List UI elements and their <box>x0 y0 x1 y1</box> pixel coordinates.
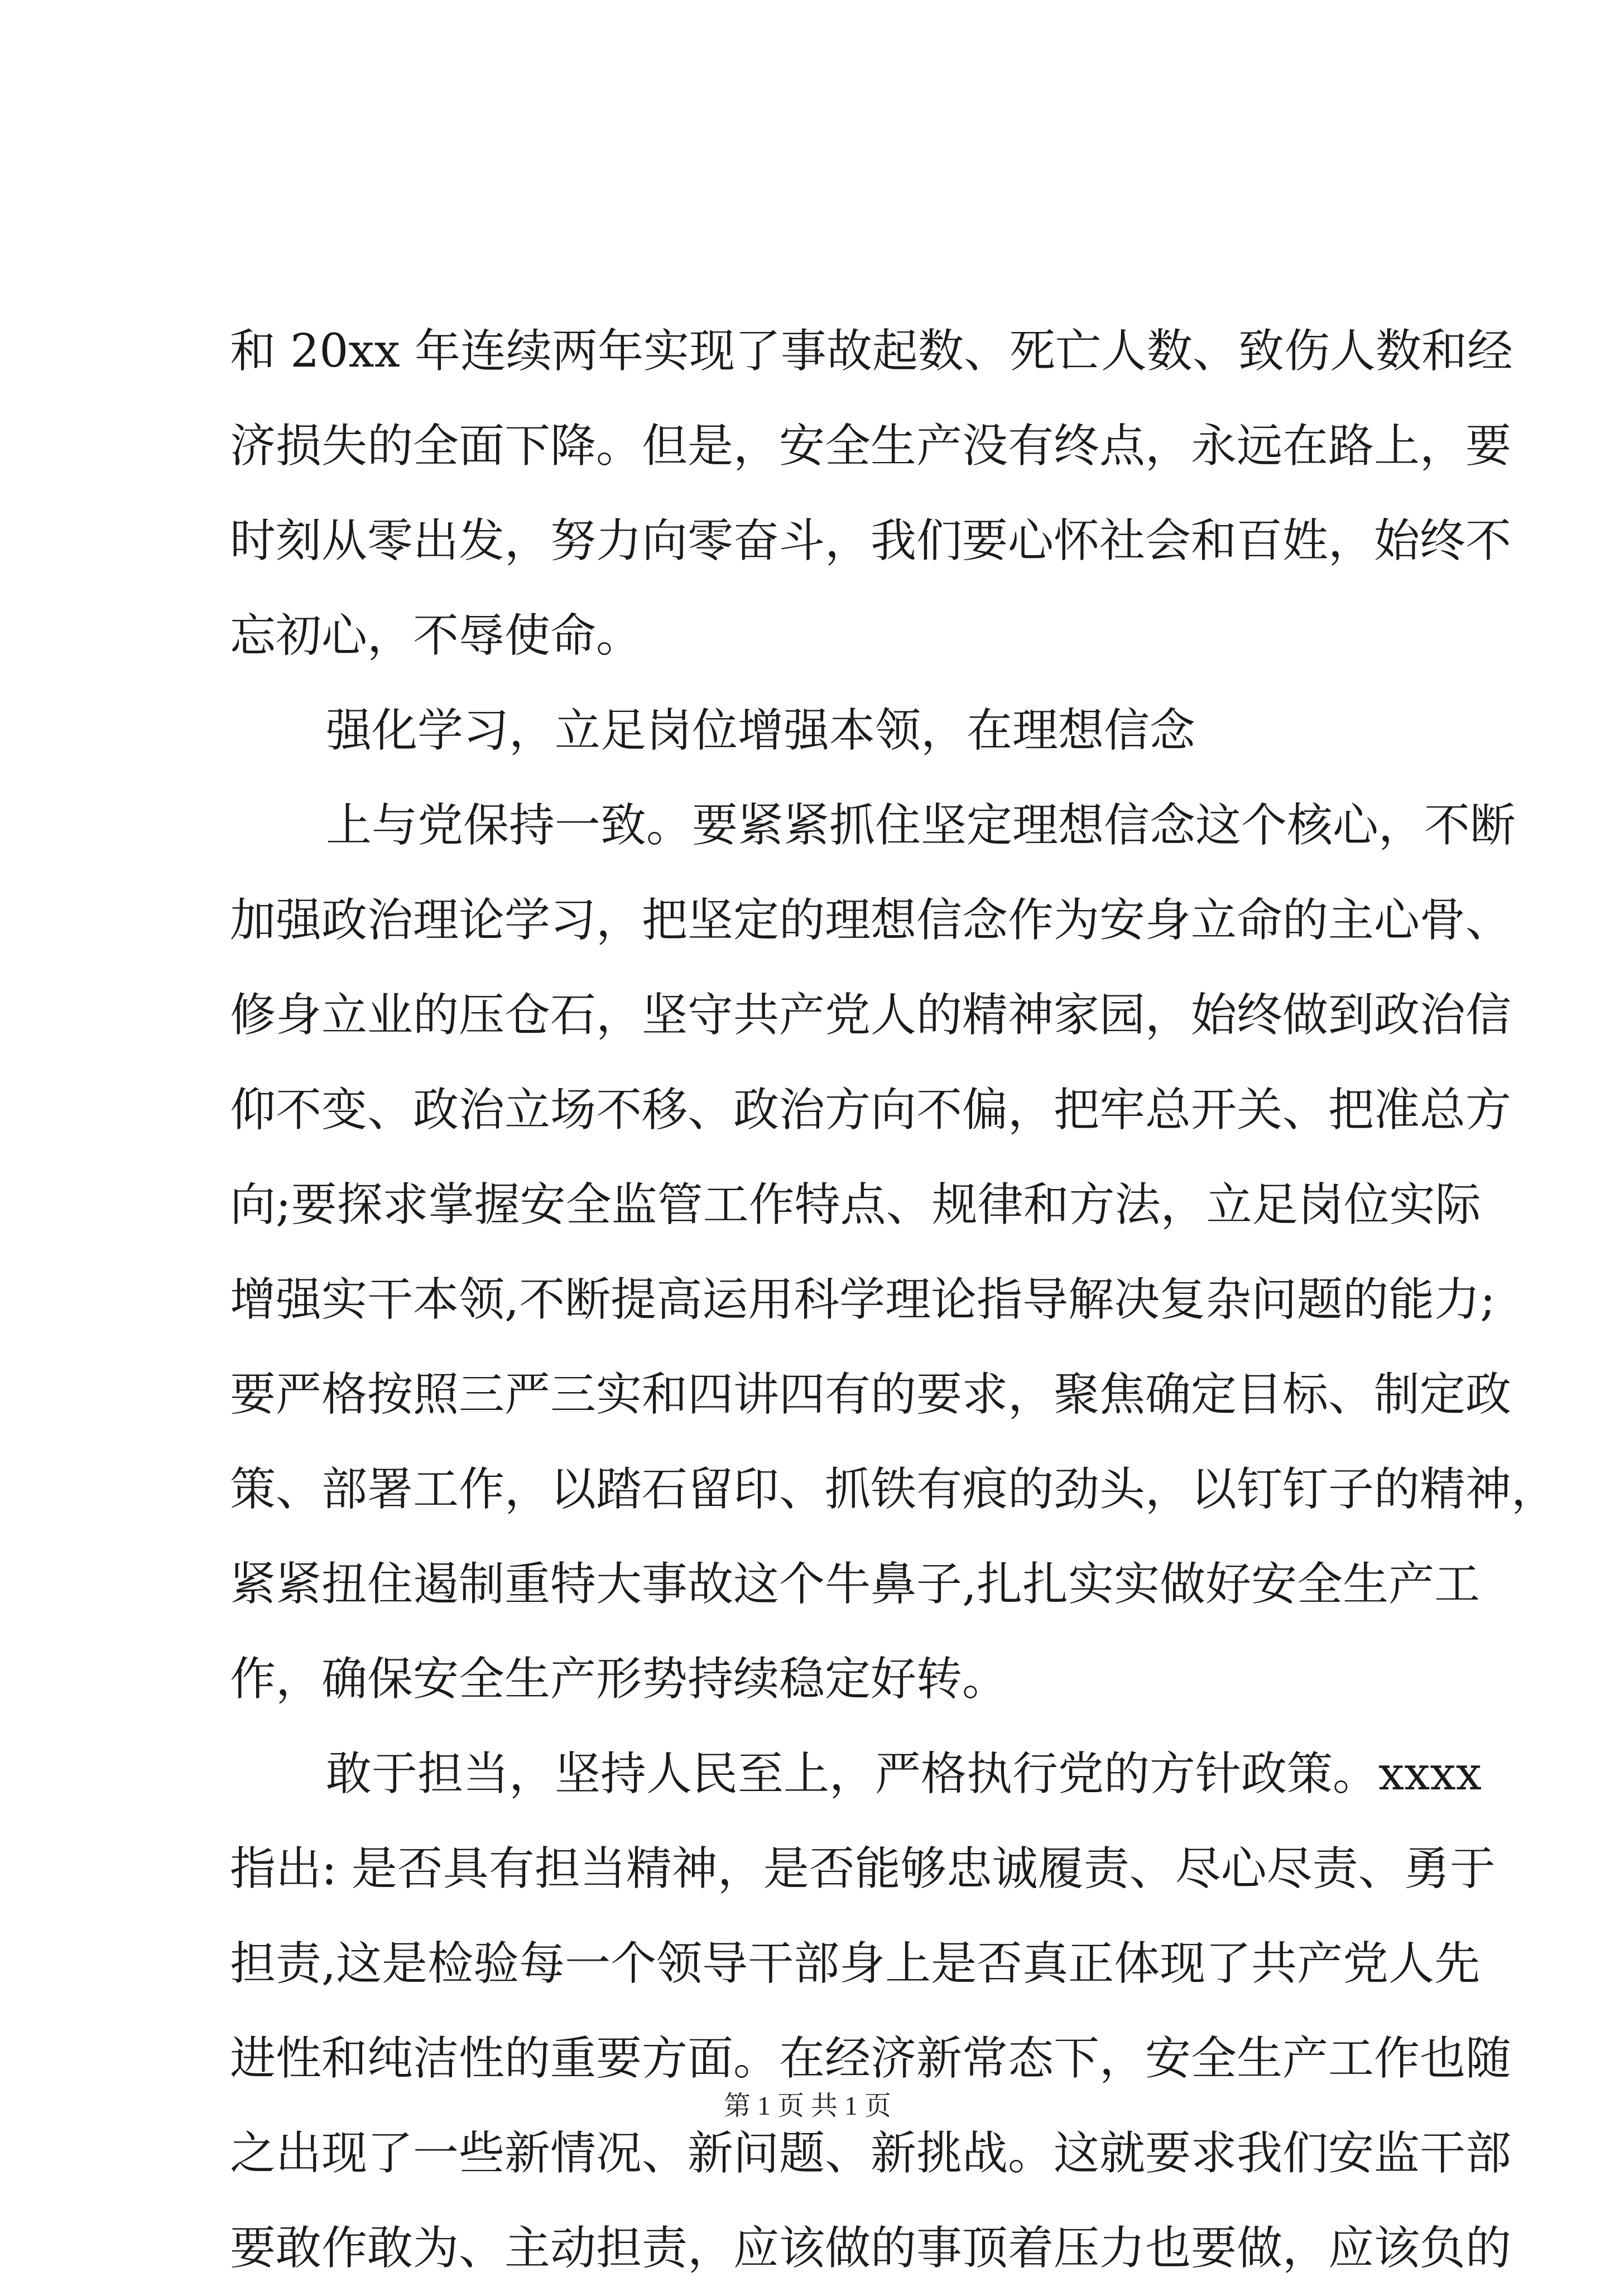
paragraph <box>230 683 1396 778</box>
text-line: 紧紧扭住遏制重特大事故这个牛鼻子,扎扎实实做好安全生产工 <box>230 1558 1481 1611</box>
text-line: 策、部署工作，以踏石留印、抓铁有痕的劲头，以钉钉子的精神， <box>230 1463 1558 1516</box>
document-body <box>230 304 1558 2296</box>
text-line: 指出: 是否具有担当精神，是否能够忠诚履责、尽心尽责、勇于 <box>230 1842 1496 1895</box>
text-line: 之出现了一些新情况、新问题、新挑战。这就要求我们安监干部 <box>230 2127 1512 2180</box>
text-line: 时刻从零出发，努力向零奋斗，我们要心怀社会和百姓，始终不 <box>230 514 1512 567</box>
text-line: 要敢作敢为、主动担责，应该做的事顶着压力也要做，应该负的 <box>230 2222 1512 2275</box>
paragraph <box>230 304 1513 683</box>
text-line: 强化学习，立足岗位增强本领，在理想信念 <box>326 704 1196 757</box>
text-line: 作，确保安全生产形势持续稳定好转。 <box>230 1653 1008 1706</box>
text-line: 担责,这是检验每一个领导干部身上是否真正体现了共产党人先 <box>230 1937 1481 1990</box>
text-line: 进性和纯洁性的重要方面。在经济新常态下，安全生产工作也随 <box>230 2032 1512 2085</box>
paragraph <box>230 1727 1512 2296</box>
text-line: 上与党保持一致。要紧紧抓住坚定理想信念这个核心，不断 <box>326 799 1516 852</box>
text-line: 和 20xx 年连续两年实现了事故起数、死亡人数、致伤人数和经 <box>230 325 1513 378</box>
text-line: 要严格按照三严三实和四讲四有的要求，聚焦确定目标、制定政 <box>230 1368 1512 1421</box>
text-line: 仰不变、政治立场不移、政治方向不偏，把牢总开关、把准总方 <box>230 1084 1512 1137</box>
text-line: 加强政治理论学习，把坚定的理想信念作为安身立命的主心骨、 <box>230 894 1512 947</box>
text-line: 济损失的全面下降。但是，安全生产没有终点，永远在路上，要 <box>230 420 1512 473</box>
paragraph <box>230 778 1558 1727</box>
text-line: 敢于担当，坚持人民至上，严格执行党的方针政策。xxxx <box>326 1748 1482 1801</box>
page-number-footer: 第 1 页 共 1 页 <box>723 2091 891 2121</box>
text-line: 向;要探求掌握安全监管工作特点、规律和方法，立足岗位实际 <box>230 1178 1481 1231</box>
text-line: 增强实干本领,不断提高运用科学理论指导解决复杂问题的能力; <box>230 1273 1496 1326</box>
text-line: 忘初心，不辱使命。 <box>230 609 642 662</box>
text-line: 修身立业的压仓石，坚守共产党人的精神家园，始终做到政治信 <box>230 989 1512 1042</box>
